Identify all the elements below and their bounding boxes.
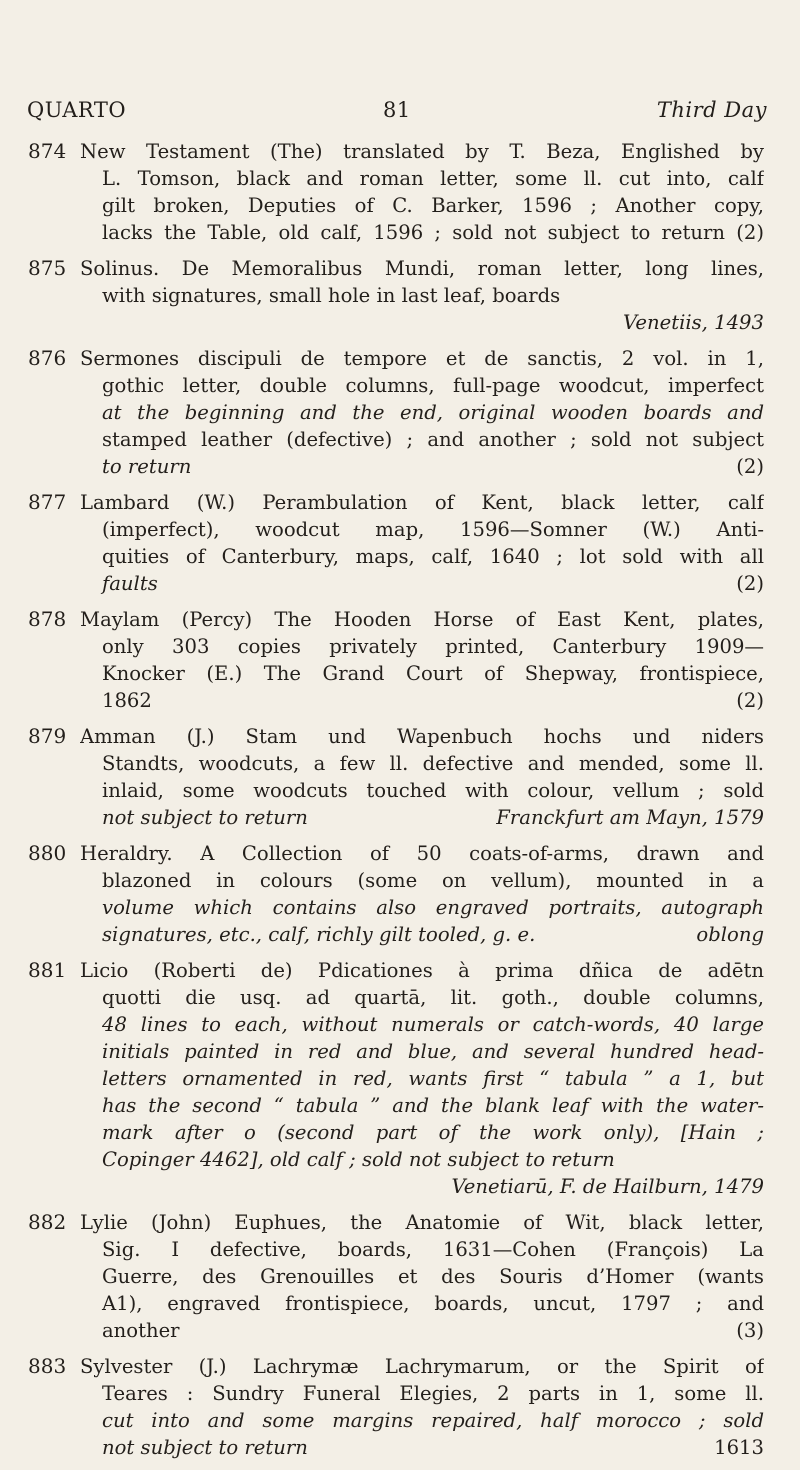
day-label: Third Day	[656, 98, 767, 122]
lot-number: 876	[28, 346, 67, 370]
lot-number: 880	[28, 841, 67, 865]
lot-entry	[28, 489, 764, 597]
lot-line: Sig. I defective, boards, 1631—Cohen (François) La	[102, 1238, 764, 1261]
lot-quantity: (2)	[736, 689, 764, 712]
lot-line: not subject to return	[102, 806, 308, 829]
lot-line: Licio (Roberti de) Pdicationes à prima dñica de adētn	[80, 959, 764, 982]
lot-quantity: (2)	[736, 572, 764, 595]
lot-line: L. Tomson, black and roman letter, some ll. cut into, calf	[102, 167, 764, 190]
lot-line: signatures, etc., calf, richly gilt tooled, g. e.	[102, 923, 536, 946]
lot-line: Sylvester (J.) Lachrymæ Lachrymarum, or the Spirit of	[80, 1355, 764, 1378]
lot-line: to return	[102, 455, 192, 478]
lot-number: 874	[28, 139, 67, 163]
lot-line: quities of Canterbury, maps, calf, 1640 ; lot sold with all	[102, 545, 764, 568]
lot-line: blazoned in colours (some on vellum), mounted in a	[102, 869, 764, 892]
lot-line: has the second “ tabula ” and the blank leaf with the water-	[102, 1094, 764, 1117]
lot-quantity: (2)	[736, 455, 764, 478]
lot-line: (imperfect), woodcut map, 1596—Somner (W.) Anti-	[102, 518, 764, 541]
lot-quantity: (3)	[736, 1319, 764, 1342]
lot-entry	[28, 840, 764, 948]
lot-entry	[28, 957, 764, 1200]
lot-line: Amman (J.) Stam und Wapenbuch hochs und niders	[80, 725, 764, 748]
lot-entry	[28, 138, 764, 246]
lot-line: letters ornamented in red, wants first “ tabula ” a 1, but	[102, 1067, 764, 1090]
lot-line: Knocker (E.) The Grand Court of Shepway, frontispiece,	[102, 662, 764, 685]
lot-line: initials painted in red and blue, and several hundred head-	[102, 1040, 764, 1063]
lot-entry	[28, 255, 764, 336]
lot-line: quotti die usq. ad quartā, lit. goth., double columns,	[102, 986, 764, 1009]
lot-list	[28, 138, 764, 1470]
lot-number: 878	[28, 607, 67, 631]
lot-line: gilt broken, Deputies of C. Barker, 1596 ; Another copy,	[102, 194, 764, 217]
lot-line: faults	[102, 572, 158, 595]
lot-imprint: Venetiis, 1493	[623, 311, 764, 334]
lot-entry	[28, 345, 764, 480]
lot-number: 882	[28, 1210, 67, 1234]
lot-line: Lambard (W.) Perambulation of Kent, black letter, calf	[80, 491, 764, 514]
lot-line: Sermones discipuli de tempore et de sanctis, 2 vol. in 1,	[80, 347, 764, 370]
lot-format: oblong	[696, 923, 764, 946]
lot-line: Copinger 4462], old calf ; sold not subject to return	[102, 1148, 615, 1171]
lot-line: volume which contains also engraved portraits, autograph	[102, 896, 764, 919]
lot-line: at the beginning and the end, original wooden boards and	[102, 401, 764, 424]
lot-line: A1), engraved frontispiece, boards, uncut, 1797 ; and	[102, 1292, 764, 1315]
lot-entry	[28, 606, 764, 714]
lot-entry	[28, 723, 764, 831]
lot-date: 1613	[714, 1436, 764, 1459]
lot-line: 1862	[102, 689, 152, 712]
lot-line: Guerre, des Grenouilles et des Souris d’Homer (wants	[102, 1265, 764, 1288]
lot-line: mark after o (second part of the work only), [Hain ;	[102, 1121, 764, 1144]
lot-imprint: Franckfurt am Mayn, 1579	[496, 806, 764, 829]
lot-line: Heraldry. A Collection of 50 coats-of-arms, drawn and	[80, 842, 764, 865]
lot-number: 883	[28, 1354, 67, 1378]
lot-line: gothic letter, double columns, full-page woodcut, imperfect	[102, 374, 764, 397]
lot-line: stamped leather (defective) ; and another ; sold not subject	[102, 428, 764, 451]
lot-line: only 303 copies privately printed, Canterbury 1909—	[102, 635, 764, 658]
lot-line: Solinus. De Memoralibus Mundi, roman letter, long lines,	[80, 257, 764, 280]
page-number: 81	[383, 98, 411, 122]
lot-line: Lylie (John) Euphues, the Anatomie of Wit, black letter,	[80, 1211, 764, 1234]
lot-line: not subject to return	[102, 1436, 308, 1459]
lot-entry	[28, 1209, 764, 1344]
lot-imprint: Venetiarū, F. de Hailburn, 1479	[451, 1175, 764, 1198]
lot-number: 881	[28, 958, 67, 982]
lot-line: lacks the Table, old calf, 1596 ; sold not subject to return (2)	[102, 221, 764, 244]
lot-number: 875	[28, 256, 67, 280]
lot-line: 48 lines to each, without numerals or catch-words, 40 large	[102, 1013, 764, 1036]
lot-line: with signatures, small hole in last leaf, boards	[102, 284, 561, 307]
lot-line: inlaid, some woodcuts touched with colour, vellum ; sold	[102, 779, 764, 802]
section-title: QUARTO	[27, 98, 127, 122]
lot-line: another	[102, 1319, 180, 1342]
lot-line: cut into and some margins repaired, half morocco ; sold	[102, 1409, 764, 1432]
lot-number: 877	[28, 490, 67, 514]
lot-line: Maylam (Percy) The Hooden Horse of East Kent, plates,	[80, 608, 764, 631]
lot-entry	[28, 1353, 764, 1461]
lot-number: 879	[28, 724, 67, 748]
lot-line: New Testament (The) translated by T. Beza, Englished by	[80, 140, 764, 163]
lot-line: Standts, woodcuts, a few ll. defective and mended, some ll.	[102, 752, 764, 775]
lot-line: Teares : Sundry Funeral Elegies, 2 parts in 1, some ll.	[102, 1382, 764, 1405]
page-header	[27, 98, 767, 128]
